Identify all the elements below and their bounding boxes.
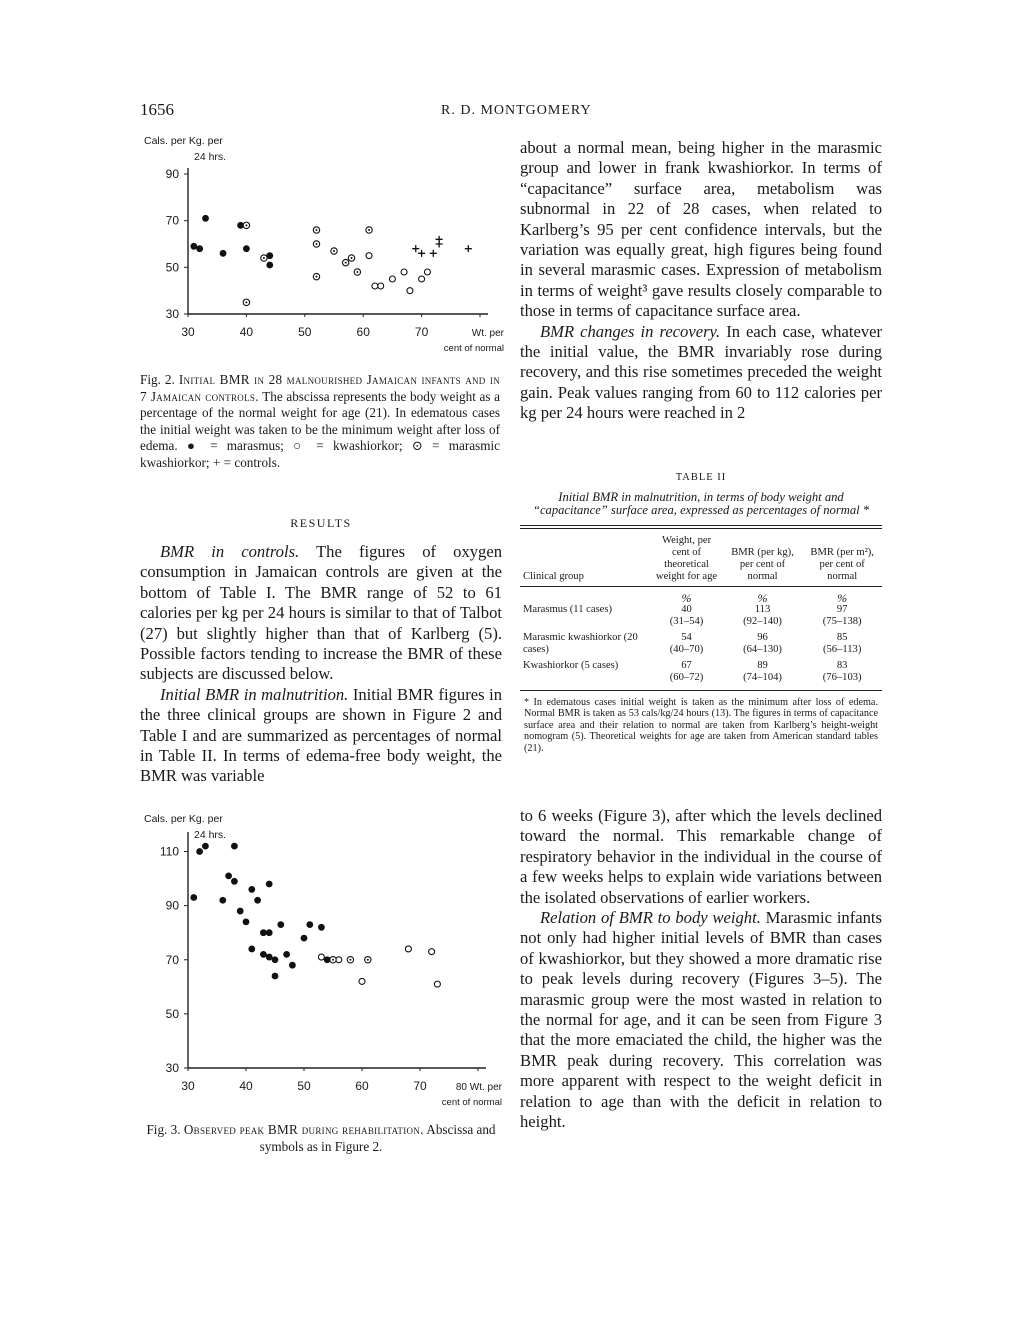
figure-3-caption-label: Fig. 3. (146, 1122, 181, 1137)
marasmic-kwashiorkor-point-center (333, 250, 335, 252)
paragraph-bmr-recovery (520, 322, 882, 424)
left-column-text (140, 542, 502, 787)
marasmus-point (283, 951, 290, 958)
marasmic-kwashiorkor-point-center (245, 301, 247, 303)
table-header-cell: Clinical group (523, 571, 584, 582)
table-range: (74–104) (743, 672, 782, 683)
marasmic-kwashiorkor-point-center (332, 959, 334, 961)
x-tick-label: 60 (355, 1079, 369, 1093)
table-value: 96 (757, 632, 768, 643)
x-tick-label: 50 (297, 1079, 311, 1093)
paragraph-heading: Initial BMR in malnutrition. (160, 684, 349, 704)
figure-2-caption-label: Fig. 2. (140, 372, 175, 387)
control-point (436, 236, 443, 243)
marasmic-kwashiorkor-point-center (263, 257, 265, 259)
paragraph-continued: about a normal mean, being higher in the marasmic group and lower in frank kwashiorkor. In terms of “capacitance” surface area, metabolism was subnormal in 22 of 28 cases, when related to Karlberg’s 95 per cent confidence intervals, but the variation was equally great, high figures being found in several marasmic cases. Expression of metabolism in terms of weight³ gave results closely comparable to those in terms of capacitance surface area. (520, 138, 882, 321)
table-2-bottom-rule (520, 690, 882, 691)
kwashiorkor-point (366, 253, 372, 259)
table-cell (802, 628, 882, 656)
marasmus-point (266, 262, 273, 269)
paragraph-relation-bmr-weight (520, 908, 882, 1132)
kwashiorkor-point (378, 283, 384, 289)
table-2-unit-row (520, 587, 882, 604)
table-2-top-rule (520, 525, 882, 529)
figure-2-chart (140, 132, 510, 372)
paragraph-continued: to 6 weeks (Figure 3), after which the levels declined toward the normal. This remarkable change of respiratory behavior in the individual in the course of a few weeks helps to explain wide variations between the isolated observations of earlier workers. (520, 806, 882, 907)
table-header-cell: Weight, per cent of theoretical weight for age (655, 535, 718, 582)
marasmic-kwashiorkor-point-center (345, 262, 347, 264)
y-tick-label: 30 (165, 307, 179, 321)
table-cell (723, 604, 803, 628)
y-axis-label: 24 hrs. (194, 829, 227, 841)
y-tick-label: 110 (159, 844, 179, 859)
table-header-cell: BMR (per m²), per cent of normal (810, 547, 874, 582)
x-tick-label: 40 (239, 1079, 253, 1093)
marasmus-point (190, 894, 197, 901)
table-2-block (520, 472, 882, 754)
figure-2-caption (140, 372, 500, 471)
kwashiorkor-point (434, 981, 440, 987)
marasmic-kwashiorkor-point-center (368, 229, 370, 231)
marasmus-point (231, 878, 238, 885)
y-tick-label: 50 (165, 260, 179, 275)
table-row (520, 604, 882, 628)
kwashiorkor-point (359, 978, 365, 984)
x-axis-label: cent of normal (441, 1097, 502, 1108)
table-cell (723, 628, 803, 656)
paragraph-text: In each case, whatever the initial value, the BMR invariably rose during recovery, and this rise sometimes preceded the weight gain. Peak values ranging from 60 to 112 calories per kg per 24 hours were reached in 2 (520, 321, 883, 423)
control-point (465, 245, 472, 252)
control-point (412, 245, 419, 252)
marasmic-kwashiorkor-point-center (315, 229, 317, 231)
table-value: 85 (836, 632, 848, 643)
kwashiorkor-point (424, 269, 430, 275)
marasmus-point (190, 243, 197, 250)
table-cell: % (681, 591, 692, 605)
y-tick-label: 30 (165, 1061, 179, 1075)
x-axis-label: 80 Wt. per (455, 1082, 502, 1093)
table-cell: % (757, 591, 768, 605)
y-tick-label: 50 (165, 1006, 179, 1021)
marasmus-point (219, 897, 226, 904)
figure-3-caption-body: Abscissa and symbols as in Figure 2. (259, 1122, 496, 1154)
kwashiorkor-point (372, 283, 378, 289)
table-value: 54 (681, 632, 692, 643)
marasmus-point (248, 946, 255, 953)
marasmus-point (260, 929, 267, 936)
marasmus-point (220, 250, 227, 257)
table-range: (75–138) (822, 616, 862, 627)
kwashiorkor-point (419, 276, 425, 282)
table-cell: Marasmus (11 cases) (523, 604, 613, 615)
control-point (418, 250, 425, 257)
table-range: (31–54) (669, 616, 704, 627)
marasmus-point (243, 918, 250, 925)
y-axis-label: Cals. per Kg. per (144, 135, 223, 147)
table-cell (723, 656, 803, 684)
x-tick-label: 30 (181, 325, 195, 339)
figure-3-chart (140, 810, 510, 1120)
x-tick-label: 50 (298, 325, 312, 339)
control-point (430, 250, 437, 257)
marasmus-point (196, 848, 203, 855)
table-range: (56–113) (822, 644, 862, 655)
table-value: 40 (681, 604, 692, 615)
table-cell (802, 604, 882, 628)
y-tick-label: 70 (165, 213, 179, 228)
figure-2-caption-body: The abscissa represents the body weight as a percentage of the normal weight for age (21). In edematous cases the initial weight was taken to be the minimum weight after loss of edema. ● = marasmus; ○ = kwashiorkor; ⊙ = marasmic kwashiorkor; + = controls. (140, 388, 501, 470)
table-range: (60–72) (669, 672, 704, 683)
table-2-footnote: * In edematous cases initial weight is taken as the minimum after loss of edema. Normal BMR is taken as 53 cals/kg/24 hours (13). The figures in terms of capacitance surface area and their relation to normal are taken from Karlberg’s height-weight nomogram (5). Theoretical weights for age are taken from American standard tables (21). (524, 697, 878, 754)
x-tick-label: 40 (239, 325, 254, 339)
marasmus-point (272, 956, 279, 963)
paragraph-heading: Relation of BMR to body weight. (540, 908, 761, 928)
table-2-title: Initial BMR in malnutrition, in terms of body weight and “capacitance” surface area, expressed as percentages of normal * (532, 490, 870, 517)
results-heading: RESULTS (290, 516, 352, 530)
marasmus-point (266, 881, 273, 888)
figure-2-caption-title: Initial BMR in 28 malnourished Jamaican infants and in 7 Jamaican controls. (140, 372, 501, 404)
marasmus-point (277, 921, 284, 928)
page-number: 1656 (140, 100, 174, 119)
marasmic-kwashiorkor-point-center (245, 224, 247, 226)
table-header-cell: BMR (per kg), per cent of normal (731, 547, 794, 582)
table-2 (520, 535, 882, 684)
table-cell (650, 604, 722, 628)
x-axis-label: Wt. per (471, 328, 504, 339)
y-axis-label: 24 hrs. (194, 151, 227, 163)
y-axis-label: Cals. per Kg. per (144, 813, 223, 825)
paragraph-text: Initial BMR figures in the three clinical groups are shown in Figure 2 and Table I and are summarized as percentages of normal in Table II. In terms of edema-free body weight, the BMR was variable (140, 684, 502, 786)
y-tick-label: 90 (165, 898, 179, 913)
kwashiorkor-point (429, 949, 435, 955)
marasmus-point (289, 962, 296, 969)
marasmic-kwashiorkor-point-center (315, 276, 317, 278)
table-cell: % (837, 591, 848, 605)
paragraph-initial-bmr (140, 685, 502, 787)
marasmic-kwashiorkor-point-center (367, 959, 369, 961)
marasmus-point (318, 924, 325, 931)
table-2-label: TABLE II (675, 472, 727, 483)
marasmic-kwashiorkor-point-center (356, 271, 358, 273)
running-title: R. D. MONTGOMERY (441, 103, 592, 118)
marasmus-point (231, 843, 238, 850)
marasmus-point (196, 245, 203, 252)
table-range: (76–103) (822, 672, 862, 683)
marasmus-point (202, 843, 209, 850)
y-tick-label: 70 (165, 952, 179, 967)
figure-3-caption (140, 1122, 502, 1155)
table-range: (64–130) (743, 644, 782, 655)
marasmic-kwashiorkor-point-center (351, 257, 353, 259)
kwashiorkor-point (405, 946, 411, 952)
marasmus-point (254, 897, 261, 904)
marasmus-point (248, 886, 255, 893)
x-tick-label: 60 (356, 325, 370, 339)
marasmus-point (266, 954, 273, 961)
figure-3-caption-title: Observed peak BMR during rehabilitation. (183, 1122, 424, 1137)
table-cell (650, 628, 722, 656)
kwashiorkor-point (318, 954, 324, 960)
marasmus-point (225, 872, 232, 879)
paragraph-text: The figures of oxygen consumption in Jamaican controls are given at the bottom of Table I. The BMR range of 52 to 61 calories per kg per 24 hours is similar to that of Talbot (27) but slightly higher than that of Karlberg (5). Possible factors tending to increase the BMR of these subjects are discussed below. (140, 542, 502, 684)
table-value: 83 (836, 660, 848, 671)
marasmus-point (266, 929, 273, 936)
table-2-header-row (520, 535, 882, 586)
table-row (520, 628, 882, 656)
table-row (520, 656, 882, 684)
table-cell (802, 656, 882, 684)
x-axis-label: cent of normal (443, 343, 504, 354)
marasmic-kwashiorkor-point-center (349, 959, 351, 961)
kwashiorkor-point (401, 269, 407, 275)
table-cell: Kwashiorkor (5 cases) (523, 660, 619, 671)
paragraph-heading: BMR changes in recovery. (540, 321, 721, 341)
kwashiorkor-point (389, 276, 395, 282)
x-tick-label: 70 (414, 325, 429, 339)
kwashiorkor-point (407, 288, 413, 294)
y-tick-label: 90 (165, 167, 179, 181)
marasmic-kwashiorkor-point-center (315, 243, 317, 245)
marasmus-point (306, 921, 313, 928)
table-range: (40–70) (669, 644, 704, 655)
table-cell: Marasmic kwashiorkor (20 cases) (523, 632, 638, 655)
marasmus-point (301, 935, 308, 942)
marasmus-point (272, 973, 279, 980)
marasmus-point (243, 245, 250, 252)
paragraph-bmr-controls (140, 542, 502, 685)
table-value: 89 (757, 660, 768, 671)
table-value: 97 (836, 604, 848, 615)
paragraph-text: Marasmic infants not only had higher initial levels of BMR than cases of kwashiorkor, but they showed a more dramatic rise to peak levels during recovery (Figures 3–5). The marasmic group were the most wasted in relation to the normal for age, and it can be seen from Figure 3 that the more emaciated the child, the higher was the BMR peak during recovery. This correlation was more apparent with respect to the weight deficit in relation to age than with the deficit in relation to height. (520, 908, 882, 1132)
table-range: (92–140) (743, 616, 782, 627)
marasmus-point (237, 908, 244, 915)
paragraph-heading: BMR in controls. (160, 542, 300, 561)
marasmus-point (260, 951, 267, 958)
right-column-text-top (520, 138, 882, 424)
x-tick-label: 30 (181, 1079, 195, 1093)
marasmus-point (202, 215, 209, 222)
x-tick-label: 70 (413, 1079, 427, 1093)
table-value: 113 (754, 604, 771, 615)
table-value: 67 (681, 660, 692, 671)
right-column-text-bottom (520, 806, 882, 1133)
table-cell (650, 656, 722, 684)
